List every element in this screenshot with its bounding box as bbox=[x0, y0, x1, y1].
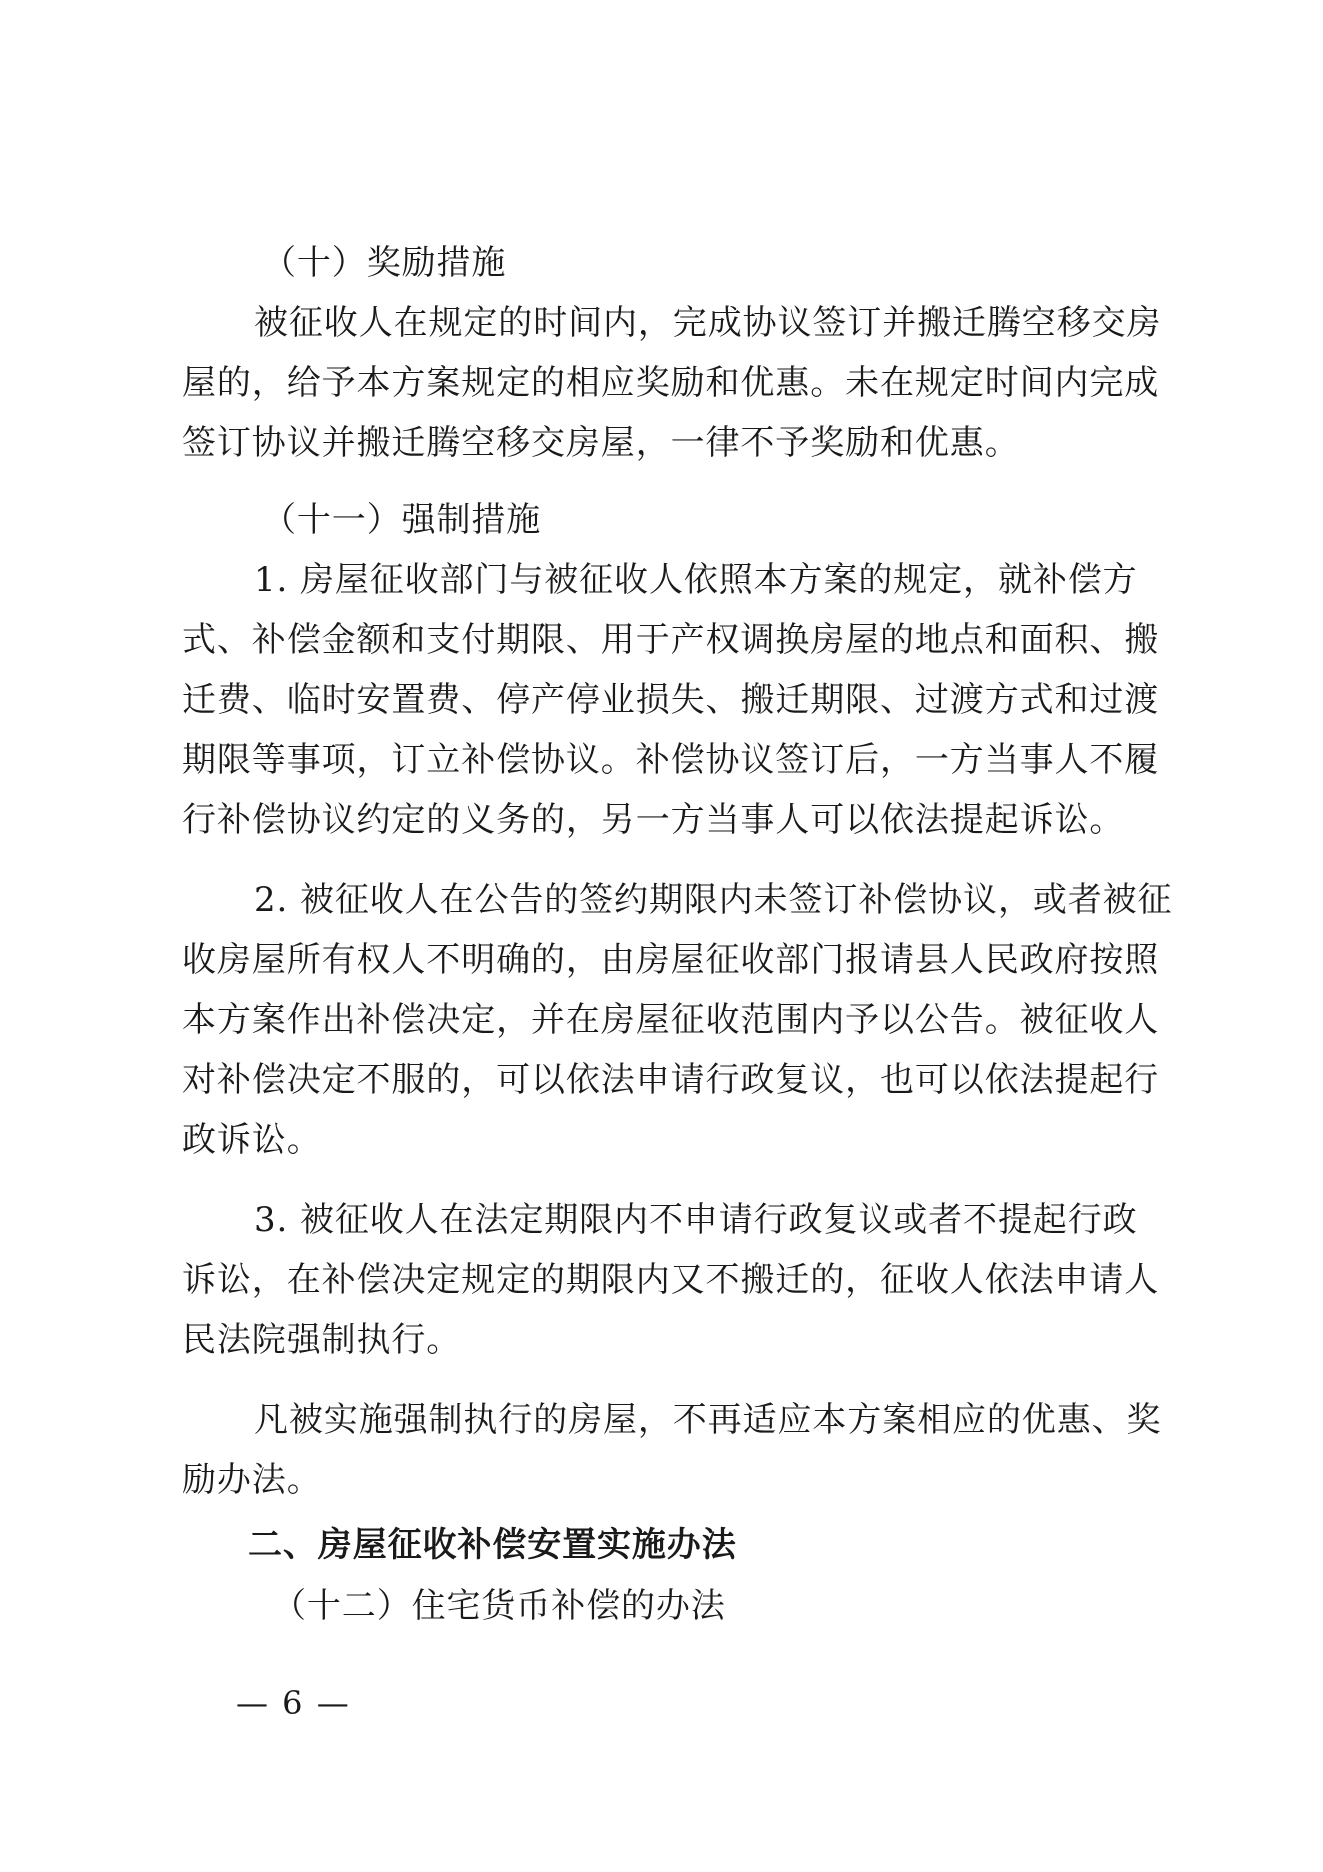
section-11-item-3-line: 诉讼，在补偿决定规定的期限内又不搬迁的，征收人依法申请人 bbox=[182, 1260, 1160, 1300]
section-11-item-3-line: 3. 被征收人在法定期限内不申请行政复议或者不提起行政 bbox=[254, 1200, 1138, 1240]
section-11-item-2-line: 政诉讼。 bbox=[182, 1120, 322, 1160]
section-11-item-2-line: 对补偿决定不服的，可以依法申请行政复议，也可以依法提起行 bbox=[182, 1060, 1160, 1100]
section-11-final-para-line: 励办法。 bbox=[182, 1460, 322, 1500]
section-10-heading: （十）奖励措施 bbox=[262, 243, 507, 283]
section-10-para-line: 屋的，给予本方案规定的相应奖励和优惠。未在规定时间内完成 bbox=[182, 363, 1160, 403]
section-11-heading: （十一）强制措施 bbox=[262, 500, 542, 540]
section-11-item-2-line: 收房屋所有权人不明确的，由房屋征收部门报请县人民政府按照 bbox=[182, 940, 1160, 980]
section-12-heading: （十二）住宅货币补偿的办法 bbox=[272, 1586, 726, 1626]
section-11-item-1-line: 迁费、临时安置费、停产停业损失、搬迁期限、过渡方式和过渡 bbox=[182, 680, 1160, 720]
page-number: — 6 — bbox=[236, 1684, 351, 1722]
section-11-item-1-line: 期限等事项，订立补偿协议。补偿协议签订后，一方当事人不履 bbox=[182, 740, 1160, 780]
section-10-para-line: 签订协议并搬迁腾空移交房屋，一律不予奖励和优惠。 bbox=[182, 423, 1020, 463]
section-10-para-line: 被征收人在规定的时间内，完成协议签订并搬迁腾空移交房 bbox=[254, 303, 1162, 343]
section-11-item-3-line: 民法院强制执行。 bbox=[182, 1320, 462, 1360]
section-11-item-2-line: 本方案作出补偿决定，并在房屋征收范围内予以公告。被征收人 bbox=[182, 1000, 1160, 1040]
part-2-heading: 二、房屋征收补偿安置实施办法 bbox=[248, 1525, 737, 1565]
section-11-item-2-line: 2. 被征收人在公告的签约期限内未签订补偿协议，或者被征 bbox=[254, 880, 1173, 920]
section-11-final-para-line: 凡被实施强制执行的房屋，不再适应本方案相应的优惠、奖 bbox=[254, 1400, 1162, 1440]
section-11-item-1-line: 式、补偿金额和支付期限、用于产权调换房屋的地点和面积、搬 bbox=[182, 620, 1160, 660]
section-11-item-1-line: 行补偿协议约定的义务的，另一方当事人可以依法提起诉讼。 bbox=[182, 800, 1125, 840]
section-11-item-1-line: 1. 房屋征收部门与被征收人依照本方案的规定，就补偿方 bbox=[254, 560, 1138, 600]
